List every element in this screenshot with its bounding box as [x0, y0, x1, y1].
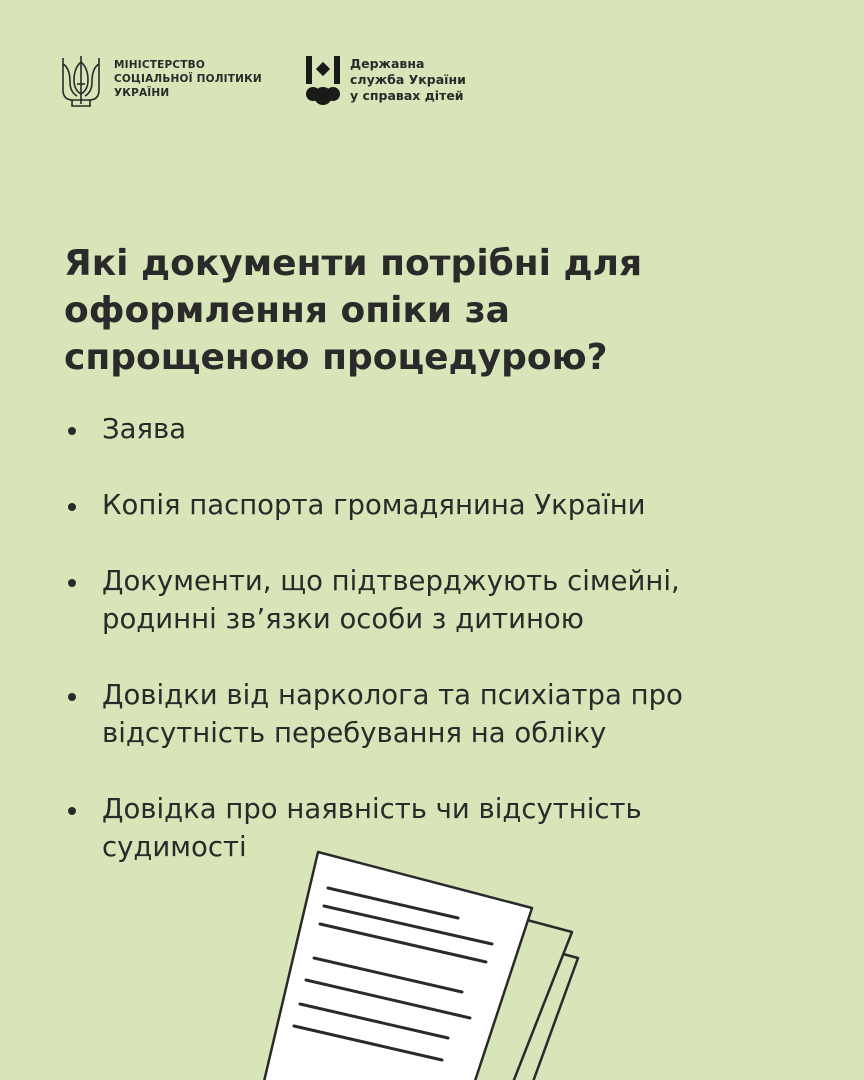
- document-stack-icon: [240, 840, 620, 1080]
- ministry-name-line-3: УКРАЇНИ: [114, 87, 170, 99]
- child-service-name-line-3: у справах дітей: [350, 88, 464, 103]
- list-item: [64, 410, 824, 448]
- list-item-text: родинні зв’язки особи з дитиною: [102, 603, 584, 635]
- title-line-2: оформлення опіки за: [64, 290, 510, 331]
- child-service-name-line-1: Державна: [350, 56, 425, 71]
- list-item-text: Документи, що підтверджують сімейні,: [102, 565, 680, 597]
- child-service-name: [350, 56, 510, 104]
- title-line-3: спрощеною процедурою?: [64, 337, 608, 378]
- list-item-text: Копія паспорта громадянина України: [102, 489, 646, 521]
- title-line-1: Які документи потрібні для: [64, 243, 643, 284]
- bullet-icon: [68, 503, 76, 511]
- list-item: [64, 562, 824, 638]
- bullet-icon: [68, 579, 76, 587]
- ministry-logo: [60, 52, 280, 112]
- list-item: [64, 486, 824, 524]
- list-item-text: відсутність перебування на обліку: [102, 717, 607, 749]
- bullet-icon: [68, 427, 76, 435]
- page-title: [64, 240, 824, 381]
- documents-list: [64, 410, 824, 904]
- ministry-name: [114, 58, 284, 100]
- list-item-text: Довідки від нарколога та психіатра про: [102, 679, 683, 711]
- list-item-text: судимості: [102, 831, 247, 863]
- child-service-logo: [306, 52, 506, 112]
- trident-emblem-icon: [60, 54, 102, 108]
- bullet-icon: [68, 807, 76, 815]
- bullet-icon: [68, 693, 76, 701]
- child-service-emblem-icon: [306, 56, 340, 106]
- ministry-name-line-1: МІНІСТЕРСТВО: [114, 59, 205, 71]
- child-service-name-line-2: служба України: [350, 72, 466, 87]
- list-item-text: Довідка про наявність чи відсутність: [102, 793, 642, 825]
- list-item: [64, 676, 824, 752]
- ministry-name-line-2: СОЦІАЛЬНОЇ ПОЛІТИКИ: [114, 73, 262, 85]
- list-item-text: Заява: [102, 413, 187, 445]
